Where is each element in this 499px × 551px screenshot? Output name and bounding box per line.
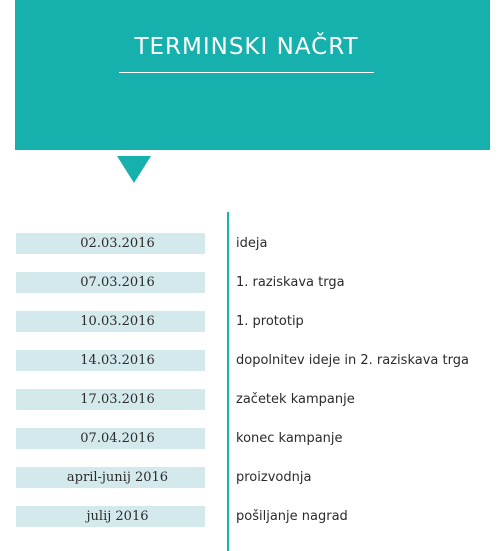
timeline-row (0, 389, 499, 411)
timeline-date: 02.03.2016 (16, 233, 205, 254)
timeline-row (0, 272, 499, 294)
title-underline (119, 72, 374, 73)
timeline-event: pošiljanje nagrad (236, 509, 348, 524)
timeline-row (0, 233, 499, 255)
timeline-date: 07.03.2016 (16, 272, 205, 293)
timeline-event: 1. raziskava trga (236, 275, 345, 290)
timeline-date: april-junij 2016 (16, 467, 205, 488)
timeline-event: ideja (236, 236, 268, 251)
timeline-row (0, 428, 499, 450)
timeline-row (0, 506, 499, 528)
timeline-event: dopolnitev ideje in 2. raziskava trga (236, 353, 469, 368)
timeline-event: konec kampanje (236, 431, 343, 446)
down-triangle-icon (117, 156, 151, 183)
timeline-event: proizvodnja (236, 470, 312, 485)
header-banner (15, 0, 490, 150)
timeline-date: 10.03.2016 (16, 311, 205, 332)
timeline-row (0, 311, 499, 333)
timeline-row (0, 467, 499, 489)
timeline-line (227, 212, 229, 551)
timeline-date: 14.03.2016 (16, 350, 205, 371)
timeline-date: 17.03.2016 (16, 389, 205, 410)
timeline-event: 1. prototip (236, 314, 304, 329)
timeline-row (0, 350, 499, 372)
timeline-date: 07.04.2016 (16, 428, 205, 449)
page-title: TERMINSKI NAČRT (134, 34, 359, 60)
timeline-date: julij 2016 (16, 506, 205, 527)
timeline-event: začetek kampanje (236, 392, 355, 407)
